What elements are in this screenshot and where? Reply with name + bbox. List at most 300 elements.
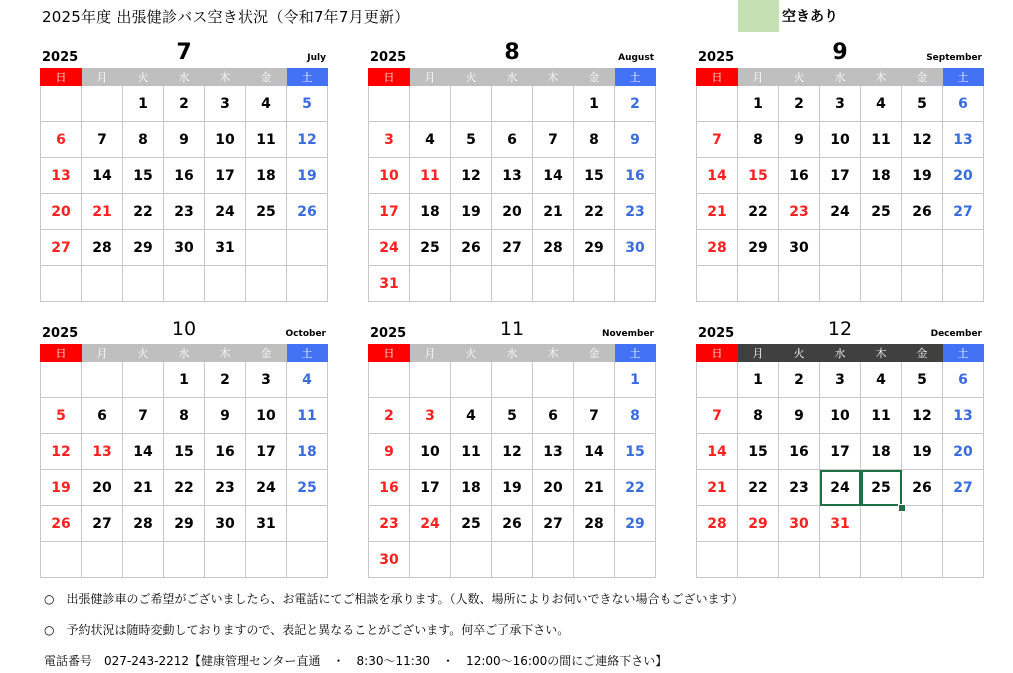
- day-cell[interactable]: 3: [820, 362, 861, 398]
- day-cell[interactable]: 10: [820, 398, 861, 434]
- day-cell[interactable]: 14: [697, 158, 738, 194]
- day-cell[interactable]: 18: [861, 158, 902, 194]
- day-cell[interactable]: 29: [164, 506, 205, 542]
- empty-cell[interactable]: [533, 542, 574, 578]
- empty-cell[interactable]: [246, 230, 287, 266]
- day-cell[interactable]: 8: [574, 122, 615, 158]
- day-cell[interactable]: 10: [820, 122, 861, 158]
- day-cell[interactable]: 22: [738, 470, 779, 506]
- calendar-year: 2025: [370, 50, 407, 65]
- day-cell[interactable]: 1: [164, 362, 205, 398]
- day-cell[interactable]: 27: [41, 230, 82, 266]
- weekday-header: 金: [574, 345, 615, 362]
- day-cell[interactable]: 15: [164, 434, 205, 470]
- day-cell[interactable]: 28: [82, 230, 123, 266]
- day-cell[interactable]: 28: [697, 506, 738, 542]
- day-cell[interactable]: 8: [164, 398, 205, 434]
- day-cell[interactable]: 25: [246, 194, 287, 230]
- calendar-month-english: November: [601, 329, 654, 339]
- day-cell[interactable]: 7: [574, 398, 615, 434]
- calendar-month-10: [40, 320, 328, 578]
- day-cell[interactable]: 5: [287, 86, 328, 122]
- weekday-header: 火: [451, 69, 492, 86]
- day-cell[interactable]: 15: [615, 434, 656, 470]
- day-cell[interactable]: 1: [574, 86, 615, 122]
- day-cell[interactable]: 30: [369, 542, 410, 578]
- day-cell[interactable]: 17: [820, 434, 861, 470]
- weekday-header: 土: [615, 69, 656, 86]
- day-cell[interactable]: 17: [246, 434, 287, 470]
- weekday-header: 木: [205, 69, 246, 86]
- day-cell[interactable]: 14: [574, 434, 615, 470]
- day-cell[interactable]: 20: [41, 194, 82, 230]
- day-cell[interactable]: 2: [779, 86, 820, 122]
- weekday-header: 火: [451, 345, 492, 362]
- day-cell[interactable]: 2: [615, 86, 656, 122]
- calendar-grid: [40, 68, 328, 302]
- day-cell[interactable]: 18: [287, 434, 328, 470]
- calendar-header: [368, 320, 656, 344]
- day-cell[interactable]: 26: [41, 506, 82, 542]
- empty-cell[interactable]: [451, 542, 492, 578]
- day-cell[interactable]: 15: [574, 158, 615, 194]
- day-cell[interactable]: 23: [779, 470, 820, 506]
- empty-cell[interactable]: [82, 266, 123, 302]
- day-cell[interactable]: 10: [369, 158, 410, 194]
- day-cell[interactable]: 19: [41, 470, 82, 506]
- empty-cell[interactable]: [205, 266, 246, 302]
- empty-cell[interactable]: [164, 266, 205, 302]
- note-2: ○ 予約状況は随時変動しておりますので、表記と異なることがございます。何卒ご了承下さい。: [44, 623, 570, 637]
- day-cell[interactable]: 9: [779, 122, 820, 158]
- day-cell[interactable]: 28: [697, 230, 738, 266]
- day-cell[interactable]: 26: [902, 194, 943, 230]
- day-cell[interactable]: 3: [410, 398, 451, 434]
- day-cell[interactable]: 23: [779, 194, 820, 230]
- empty-cell[interactable]: [287, 266, 328, 302]
- empty-cell[interactable]: [82, 86, 123, 122]
- day-cell[interactable]: 2: [369, 398, 410, 434]
- calendar-month-number: 11: [499, 318, 525, 340]
- weekday-header: 土: [943, 69, 984, 86]
- day-cell[interactable]: 11: [861, 398, 902, 434]
- day-cell[interactable]: 5: [902, 362, 943, 398]
- day-cell[interactable]: 27: [943, 194, 984, 230]
- calendar-year: 2025: [370, 326, 407, 341]
- day-cell[interactable]: 17: [820, 158, 861, 194]
- day-cell[interactable]: 13: [943, 398, 984, 434]
- day-cell[interactable]: 4: [410, 122, 451, 158]
- empty-cell[interactable]: [451, 266, 492, 302]
- empty-cell[interactable]: [574, 542, 615, 578]
- day-cell[interactable]: 3: [369, 122, 410, 158]
- day-cell[interactable]: 29: [738, 230, 779, 266]
- day-cell[interactable]: 30: [779, 506, 820, 542]
- empty-cell[interactable]: [533, 266, 574, 302]
- day-cell[interactable]: 21: [533, 194, 574, 230]
- day-cell[interactable]: 12: [902, 122, 943, 158]
- empty-cell[interactable]: [451, 86, 492, 122]
- calendar-grid: [696, 344, 984, 578]
- day-cell[interactable]: 14: [533, 158, 574, 194]
- empty-cell[interactable]: [82, 542, 123, 578]
- calendar-month-8: [368, 40, 656, 302]
- day-cell[interactable]: 15: [123, 158, 164, 194]
- day-cell[interactable]: 9: [615, 122, 656, 158]
- day-cell[interactable]: 7: [123, 398, 164, 434]
- weekday-header: 日: [41, 345, 82, 362]
- day-cell[interactable]: 4: [287, 362, 328, 398]
- day-cell[interactable]: 22: [123, 194, 164, 230]
- day-cell[interactable]: 12: [902, 398, 943, 434]
- day-cell[interactable]: 7: [697, 398, 738, 434]
- empty-cell[interactable]: [738, 266, 779, 302]
- day-cell[interactable]: 25: [410, 230, 451, 266]
- day-cell[interactable]: 21: [697, 194, 738, 230]
- day-cell[interactable]: 2: [779, 362, 820, 398]
- day-cell[interactable]: 21: [697, 470, 738, 506]
- day-cell[interactable]: 31: [820, 506, 861, 542]
- day-cell[interactable]: 25: [451, 506, 492, 542]
- day-cell[interactable]: 28: [123, 506, 164, 542]
- day-cell[interactable]: 9: [779, 398, 820, 434]
- day-cell[interactable]: 8: [738, 122, 779, 158]
- day-cell[interactable]: 29: [574, 230, 615, 266]
- day-cell[interactable]: 23: [369, 506, 410, 542]
- day-cell[interactable]: 18: [410, 194, 451, 230]
- empty-cell[interactable]: [861, 230, 902, 266]
- day-cell[interactable]: 19: [902, 158, 943, 194]
- empty-cell[interactable]: [164, 542, 205, 578]
- day-cell[interactable]: 16: [205, 434, 246, 470]
- empty-cell[interactable]: [123, 266, 164, 302]
- day-cell[interactable]: 12: [492, 434, 533, 470]
- calendar-month-english: July: [307, 53, 326, 63]
- empty-cell[interactable]: [738, 542, 779, 578]
- day-cell[interactable]: 31: [369, 266, 410, 302]
- day-cell[interactable]: 18: [451, 470, 492, 506]
- day-cell[interactable]: 17: [410, 470, 451, 506]
- empty-cell[interactable]: [943, 506, 984, 542]
- day-cell[interactable]: 1: [738, 86, 779, 122]
- empty-cell[interactable]: [246, 542, 287, 578]
- empty-cell[interactable]: [574, 362, 615, 398]
- day-cell[interactable]: 16: [779, 434, 820, 470]
- day-cell[interactable]: 23: [615, 194, 656, 230]
- day-cell[interactable]: 5: [451, 122, 492, 158]
- day-cell[interactable]: 16: [164, 158, 205, 194]
- day-cell[interactable]: 24: [246, 470, 287, 506]
- empty-cell[interactable]: [410, 266, 451, 302]
- day-cell[interactable]: 19: [492, 470, 533, 506]
- day-cell[interactable]: 22: [615, 470, 656, 506]
- day-cell[interactable]: 9: [369, 434, 410, 470]
- calendar-header: [368, 40, 656, 68]
- day-cell[interactable]: 13: [82, 434, 123, 470]
- empty-cell[interactable]: [410, 362, 451, 398]
- day-cell[interactable]: 20: [533, 470, 574, 506]
- day-cell[interactable]: 7: [533, 122, 574, 158]
- day-cell[interactable]: 28: [574, 506, 615, 542]
- empty-cell[interactable]: [820, 230, 861, 266]
- calendar-year: 2025: [698, 50, 735, 65]
- weekday-header: 月: [738, 69, 779, 86]
- day-cell[interactable]: 3: [246, 362, 287, 398]
- day-cell[interactable]: 24: [369, 230, 410, 266]
- day-cell[interactable]: 15: [738, 158, 779, 194]
- contact-info: 電話番号 027-243-2212【健康管理センター直通 ・ 8:30〜11:30 ・ 12:00〜16:00の間にご連絡下さい】: [44, 654, 668, 668]
- weekday-header: 月: [738, 345, 779, 362]
- calendar-header: [696, 320, 984, 344]
- calendar-grid: [696, 68, 984, 302]
- empty-cell[interactable]: [533, 86, 574, 122]
- day-cell[interactable]: 12: [287, 122, 328, 158]
- day-cell[interactable]: 13: [943, 122, 984, 158]
- empty-cell[interactable]: [943, 542, 984, 578]
- day-cell[interactable]: 4: [246, 86, 287, 122]
- day-cell[interactable]: 11: [410, 158, 451, 194]
- empty-cell[interactable]: [779, 266, 820, 302]
- day-cell[interactable]: 10: [246, 398, 287, 434]
- day-cell[interactable]: 10: [410, 434, 451, 470]
- empty-cell[interactable]: [451, 362, 492, 398]
- calendar-month-number: 12: [827, 318, 853, 340]
- day-cell[interactable]: 12: [451, 158, 492, 194]
- empty-cell[interactable]: [205, 542, 246, 578]
- empty-cell[interactable]: [123, 542, 164, 578]
- weekday-header: 木: [861, 69, 902, 86]
- day-cell[interactable]: 12: [41, 434, 82, 470]
- empty-cell[interactable]: [41, 362, 82, 398]
- day-cell[interactable]: 6: [41, 122, 82, 158]
- day-cell[interactable]: 2: [164, 86, 205, 122]
- empty-cell[interactable]: [492, 362, 533, 398]
- day-cell[interactable]: 20: [82, 470, 123, 506]
- empty-cell[interactable]: [369, 86, 410, 122]
- day-cell[interactable]: 9: [205, 398, 246, 434]
- day-cell[interactable]: 26: [287, 194, 328, 230]
- empty-cell[interactable]: [820, 542, 861, 578]
- day-cell[interactable]: 10: [205, 122, 246, 158]
- empty-cell[interactable]: [533, 362, 574, 398]
- day-cell[interactable]: 11: [246, 122, 287, 158]
- day-cell[interactable]: 3: [820, 86, 861, 122]
- empty-cell[interactable]: [902, 230, 943, 266]
- day-cell[interactable]: 6: [943, 86, 984, 122]
- day-cell[interactable]: 29: [738, 506, 779, 542]
- empty-cell[interactable]: [123, 362, 164, 398]
- day-cell[interactable]: 1: [615, 362, 656, 398]
- weekday-header: 日: [697, 345, 738, 362]
- day-cell[interactable]: 8: [615, 398, 656, 434]
- empty-cell[interactable]: [861, 266, 902, 302]
- empty-cell[interactable]: [697, 542, 738, 578]
- empty-cell[interactable]: [697, 362, 738, 398]
- weekday-header: 日: [41, 69, 82, 86]
- day-cell[interactable]: 4: [861, 86, 902, 122]
- day-cell[interactable]: 1: [738, 362, 779, 398]
- day-cell[interactable]: 6: [492, 122, 533, 158]
- empty-cell[interactable]: [287, 230, 328, 266]
- day-cell[interactable]: 24: [820, 470, 861, 506]
- empty-cell[interactable]: [697, 266, 738, 302]
- day-cell[interactable]: 29: [123, 230, 164, 266]
- day-cell[interactable]: 25: [861, 470, 902, 506]
- day-cell[interactable]: 1: [123, 86, 164, 122]
- calendar-month-12: [696, 320, 984, 578]
- day-cell[interactable]: 4: [861, 362, 902, 398]
- empty-cell[interactable]: [287, 506, 328, 542]
- weekday-header: 水: [164, 69, 205, 86]
- calendar-year: 2025: [42, 50, 79, 65]
- day-cell[interactable]: 16: [615, 158, 656, 194]
- day-cell[interactable]: 5: [41, 398, 82, 434]
- day-cell[interactable]: 6: [943, 362, 984, 398]
- day-cell[interactable]: 23: [164, 194, 205, 230]
- day-cell[interactable]: 31: [205, 230, 246, 266]
- empty-cell[interactable]: [246, 266, 287, 302]
- day-cell[interactable]: 19: [287, 158, 328, 194]
- day-cell[interactable]: 28: [533, 230, 574, 266]
- weekday-header: 水: [820, 345, 861, 362]
- day-cell[interactable]: 20: [492, 194, 533, 230]
- day-cell[interactable]: 8: [123, 122, 164, 158]
- day-cell[interactable]: 31: [246, 506, 287, 542]
- empty-cell[interactable]: [574, 266, 615, 302]
- calendar-grid: [40, 344, 328, 578]
- day-cell[interactable]: 27: [492, 230, 533, 266]
- calendar-header: [696, 40, 984, 68]
- day-cell[interactable]: 30: [205, 506, 246, 542]
- empty-cell[interactable]: [492, 266, 533, 302]
- day-cell[interactable]: 24: [820, 194, 861, 230]
- calendar-month-number: 7: [176, 40, 192, 65]
- day-cell[interactable]: 14: [697, 434, 738, 470]
- day-cell[interactable]: 20: [943, 158, 984, 194]
- day-cell[interactable]: 6: [82, 398, 123, 434]
- day-cell[interactable]: 25: [287, 470, 328, 506]
- day-cell[interactable]: 19: [451, 194, 492, 230]
- day-cell[interactable]: 30: [615, 230, 656, 266]
- day-cell[interactable]: 11: [861, 122, 902, 158]
- day-cell[interactable]: 22: [738, 194, 779, 230]
- empty-cell[interactable]: [41, 542, 82, 578]
- day-cell[interactable]: 7: [82, 122, 123, 158]
- day-cell[interactable]: 17: [205, 158, 246, 194]
- day-cell[interactable]: 14: [82, 158, 123, 194]
- day-cell[interactable]: 23: [205, 470, 246, 506]
- weekday-header: 月: [410, 345, 451, 362]
- day-cell[interactable]: 18: [861, 434, 902, 470]
- weekday-header: 金: [902, 345, 943, 362]
- calendar-month-english: December: [930, 329, 982, 339]
- empty-cell[interactable]: [902, 506, 943, 542]
- day-cell[interactable]: 6: [533, 398, 574, 434]
- empty-cell[interactable]: [492, 542, 533, 578]
- day-cell[interactable]: 5: [902, 86, 943, 122]
- empty-cell[interactable]: [369, 362, 410, 398]
- empty-cell[interactable]: [861, 542, 902, 578]
- calendar-month-11: [368, 320, 656, 578]
- day-cell[interactable]: 24: [410, 506, 451, 542]
- day-cell[interactable]: 29: [615, 506, 656, 542]
- day-cell[interactable]: 13: [41, 158, 82, 194]
- empty-cell[interactable]: [82, 362, 123, 398]
- day-cell[interactable]: 30: [164, 230, 205, 266]
- weekday-header: 水: [820, 69, 861, 86]
- day-cell[interactable]: 18: [246, 158, 287, 194]
- day-cell[interactable]: 4: [451, 398, 492, 434]
- day-cell[interactable]: 26: [902, 470, 943, 506]
- empty-cell[interactable]: [410, 86, 451, 122]
- day-cell[interactable]: 15: [738, 434, 779, 470]
- empty-cell[interactable]: [943, 230, 984, 266]
- day-cell[interactable]: 7: [697, 122, 738, 158]
- day-cell[interactable]: 8: [738, 398, 779, 434]
- day-cell[interactable]: 27: [943, 470, 984, 506]
- selection-fill-handle[interactable]: [898, 504, 906, 512]
- empty-cell[interactable]: [943, 266, 984, 302]
- day-cell[interactable]: 14: [123, 434, 164, 470]
- day-cell[interactable]: 16: [369, 470, 410, 506]
- empty-cell[interactable]: [492, 86, 533, 122]
- calendar-month-number: 9: [832, 40, 848, 65]
- day-cell[interactable]: 19: [902, 434, 943, 470]
- day-cell[interactable]: 27: [82, 506, 123, 542]
- calendar-grid: [368, 344, 656, 578]
- weekday-header: 水: [492, 69, 533, 86]
- empty-cell[interactable]: [861, 506, 902, 542]
- day-cell[interactable]: 26: [451, 230, 492, 266]
- day-cell[interactable]: 27: [533, 506, 574, 542]
- day-cell[interactable]: 11: [287, 398, 328, 434]
- day-cell[interactable]: 2: [205, 362, 246, 398]
- day-cell[interactable]: 25: [861, 194, 902, 230]
- day-cell[interactable]: 21: [82, 194, 123, 230]
- day-cell[interactable]: 11: [451, 434, 492, 470]
- empty-cell[interactable]: [820, 266, 861, 302]
- weekday-header: 火: [779, 345, 820, 362]
- empty-cell[interactable]: [41, 86, 82, 122]
- day-cell[interactable]: 17: [369, 194, 410, 230]
- day-cell[interactable]: 20: [943, 434, 984, 470]
- empty-cell[interactable]: [615, 542, 656, 578]
- empty-cell[interactable]: [779, 542, 820, 578]
- day-cell[interactable]: 26: [492, 506, 533, 542]
- empty-cell[interactable]: [615, 266, 656, 302]
- day-cell[interactable]: 24: [205, 194, 246, 230]
- day-cell[interactable]: 21: [123, 470, 164, 506]
- day-cell[interactable]: 22: [574, 194, 615, 230]
- empty-cell[interactable]: [902, 266, 943, 302]
- empty-cell[interactable]: [902, 542, 943, 578]
- day-cell[interactable]: 5: [492, 398, 533, 434]
- weekday-header: 水: [492, 345, 533, 362]
- empty-cell[interactable]: [41, 266, 82, 302]
- day-cell[interactable]: 13: [492, 158, 533, 194]
- day-cell[interactable]: 16: [779, 158, 820, 194]
- day-cell[interactable]: 9: [164, 122, 205, 158]
- day-cell[interactable]: 21: [574, 470, 615, 506]
- day-cell[interactable]: 30: [779, 230, 820, 266]
- empty-cell[interactable]: [287, 542, 328, 578]
- day-cell[interactable]: 22: [164, 470, 205, 506]
- empty-cell[interactable]: [697, 86, 738, 122]
- day-cell[interactable]: 3: [205, 86, 246, 122]
- empty-cell[interactable]: [410, 542, 451, 578]
- weekday-header: 月: [410, 69, 451, 86]
- day-cell[interactable]: 13: [533, 434, 574, 470]
